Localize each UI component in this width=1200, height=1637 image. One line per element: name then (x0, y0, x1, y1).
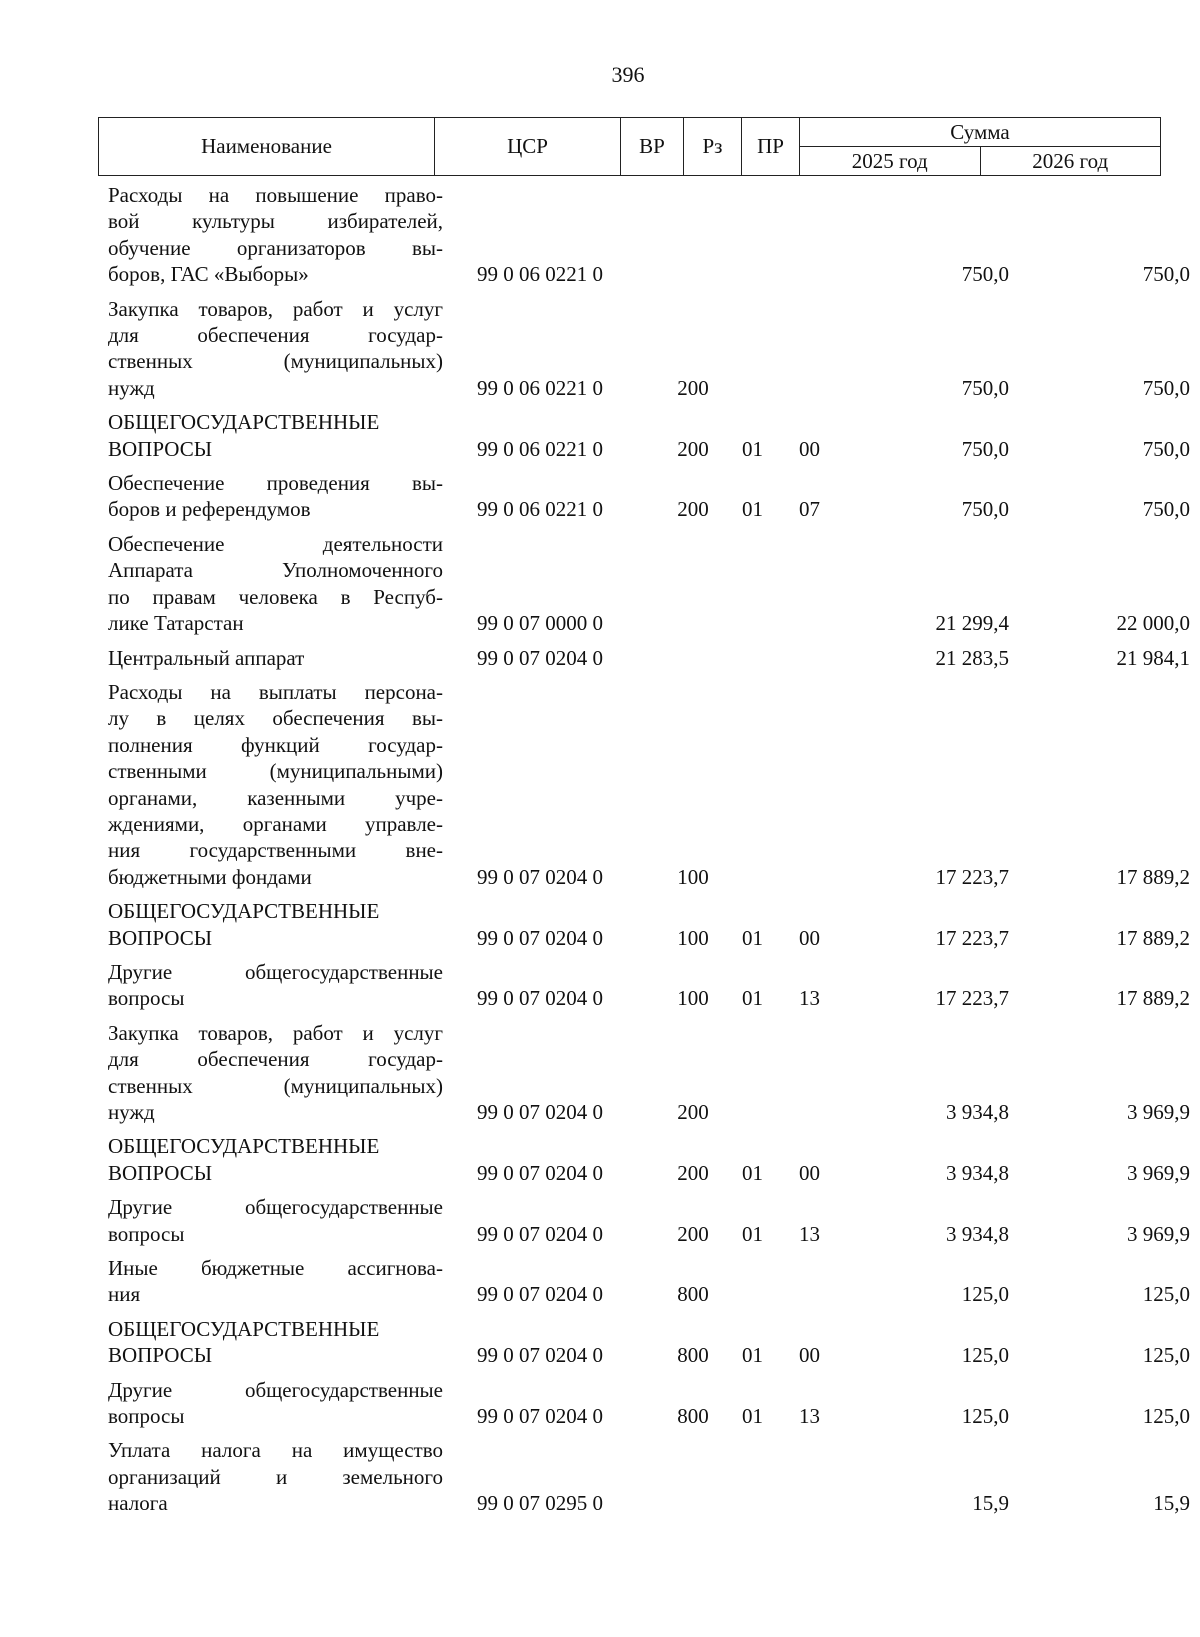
row-name-line: для обеспечения государ- (108, 1047, 443, 1072)
row-name-line: Другие общегосударственные (108, 1377, 443, 1402)
row-name-line: вопросы (108, 1404, 185, 1429)
row-sum-2025: 3 934,8 (946, 1100, 1009, 1124)
row-sum-2026: 21 984,1 (1116, 645, 1190, 670)
header-name: Наименование (99, 118, 435, 176)
row-name-line: нужд (108, 375, 155, 400)
table-header (98, 117, 1161, 176)
row-vr: 200 (677, 497, 709, 522)
table-row (98, 527, 1200, 641)
row-pr (781, 1016, 838, 1130)
row-rz: 01 (742, 1404, 763, 1429)
row-csr: 99 0 06 0221 0 (477, 436, 603, 461)
row-name (98, 675, 457, 894)
row-csr: 99 0 06 0221 0 (477, 262, 603, 287)
row-rz: 01 (742, 497, 763, 522)
row-csr: 99 0 07 0204 0 (477, 1160, 603, 1185)
row-name-line: ственных (муниципальных) (108, 1073, 443, 1098)
row-name-line: ОБЩЕГОСУДАРСТВЕННЫЕ (108, 410, 380, 435)
row-csr: 99 0 07 0295 0 (477, 1491, 603, 1516)
row-rz (724, 1433, 781, 1520)
row-name-line: Обеспечение деятельности (108, 531, 443, 556)
row-csr: 99 0 06 0221 0 (477, 497, 603, 522)
row-vr: 800 (677, 1343, 709, 1368)
row-vr: 200 (677, 375, 709, 400)
row-rz (724, 1251, 781, 1312)
row-name-line: ждениями, органами управле- (108, 811, 443, 836)
row-name (98, 1251, 457, 1312)
table-row (98, 178, 1200, 292)
row-pr (781, 641, 838, 675)
table-row (98, 466, 1200, 527)
row-sum-2025: 125,0 (961, 1404, 1009, 1429)
row-name (98, 405, 457, 466)
row-name (98, 1190, 457, 1251)
row-name-line: ОБЩЕГОСУДАРСТВЕННЫЕ (108, 1134, 380, 1159)
row-name-line: ния государственными вне- (108, 838, 443, 863)
row-name-line: нужд (108, 1100, 155, 1124)
row-name-line: Обеспечение проведения вы- (108, 471, 443, 496)
row-name-line: Аппарата Уполномоченного (108, 558, 443, 583)
row-name-line: полнения функций государ- (108, 732, 443, 757)
table-row (98, 641, 1200, 675)
row-vr: 800 (677, 1282, 709, 1307)
row-name (98, 1312, 457, 1373)
row-sum-2025: 3 934,8 (946, 1160, 1009, 1185)
table-row (98, 1129, 1200, 1190)
row-sum-2026: 750,0 (1142, 497, 1190, 522)
row-csr: 99 0 07 0204 0 (477, 986, 603, 1011)
row-name-line: Расходы на выплаты персона- (108, 679, 443, 704)
row-sum-2025: 750,0 (961, 497, 1009, 522)
row-sum-2025: 21 299,4 (935, 611, 1009, 636)
row-csr: 99 0 06 0221 0 (477, 375, 603, 400)
row-name-line: вопросы (108, 986, 185, 1011)
row-name-line: лу в целях обеспечения вы- (108, 706, 443, 731)
row-rz (724, 178, 781, 292)
row-sum-2026: 22 000,0 (1116, 611, 1190, 636)
row-name (98, 178, 457, 292)
row-sum-2025: 750,0 (961, 436, 1009, 461)
row-name-line: ственных (муниципальных) (108, 349, 443, 374)
table-row (98, 405, 1200, 466)
row-name-line: ния (108, 1282, 141, 1307)
row-sum-2026: 17 889,2 (1116, 925, 1190, 950)
row-rz: 01 (742, 1343, 763, 1368)
row-pr: 07 (799, 497, 820, 522)
row-pr: 13 (799, 986, 820, 1011)
row-vr (662, 1433, 724, 1520)
row-sum-2025: 17 223,7 (935, 925, 1009, 950)
row-sum-2026: 17 889,2 (1116, 864, 1190, 889)
row-name (98, 466, 457, 527)
row-name (98, 955, 457, 1016)
row-sum-2025: 17 223,7 (935, 864, 1009, 889)
row-sum-2026: 17 889,2 (1116, 986, 1190, 1011)
row-pr (781, 1433, 838, 1520)
row-rz: 01 (742, 986, 763, 1011)
row-name-line: лике Татарстан (108, 611, 244, 636)
row-name-line: вопросы (108, 1221, 185, 1246)
table-row (98, 1433, 1200, 1520)
row-sum-2026: 3 969,9 (1127, 1100, 1190, 1124)
row-sum-2026: 125,0 (1142, 1282, 1190, 1307)
row-name-line: Иные бюджетные ассигнова- (108, 1256, 443, 1281)
row-name-line: налога (108, 1491, 168, 1516)
header-csr: ЦСР (435, 118, 621, 176)
row-name-line: Закупка товаров, работ и услуг (108, 1020, 443, 1045)
row-name (98, 894, 457, 955)
row-rz: 01 (742, 436, 763, 461)
row-rz (724, 527, 781, 641)
header-pr: ПР (742, 118, 800, 176)
table-row (98, 894, 1200, 955)
row-vr (662, 527, 724, 641)
row-vr: 100 (677, 925, 709, 950)
row-name-line: ОБЩЕГОСУДАРСТВЕННЫЕ (108, 1316, 380, 1341)
row-sum-2026: 3 969,9 (1127, 1221, 1190, 1246)
row-rz (724, 675, 781, 894)
row-vr: 200 (677, 1100, 709, 1124)
row-pr (781, 292, 838, 406)
row-vr: 200 (677, 436, 709, 461)
row-vr (662, 641, 724, 675)
row-rz: 01 (742, 1160, 763, 1185)
row-csr: 99 0 07 0204 0 (477, 1343, 603, 1368)
row-name-line: ОБЩЕГОСУДАРСТВЕННЫЕ (108, 899, 380, 924)
row-name (98, 1373, 457, 1434)
budget-table (98, 178, 1200, 1521)
row-vr: 800 (677, 1404, 709, 1429)
row-csr: 99 0 07 0204 0 (477, 645, 603, 670)
row-sum-2025: 17 223,7 (935, 986, 1009, 1011)
row-csr: 99 0 07 0204 0 (477, 864, 603, 889)
row-name-line: для обеспечения государ- (108, 323, 443, 348)
row-name-line: по правам человека в Респуб- (108, 584, 443, 609)
row-csr: 99 0 07 0204 0 (477, 1282, 603, 1307)
row-csr: 99 0 07 0204 0 (477, 1404, 603, 1429)
row-name-line: вой культуры избирателей, (108, 209, 443, 234)
header-sum: Сумма (800, 118, 1161, 147)
row-name-line: Расходы на повышение право- (108, 183, 443, 207)
row-sum-2025: 125,0 (961, 1343, 1009, 1368)
row-pr (781, 527, 838, 641)
row-sum-2025: 21 283,5 (935, 645, 1009, 670)
row-name-line: боров, ГАС «Выборы» (108, 262, 309, 287)
row-name (98, 292, 457, 406)
header-year-2026: 2026 год (980, 147, 1161, 176)
row-sum-2026: 3 969,9 (1127, 1160, 1190, 1185)
row-name-line: организаций и земельного (108, 1464, 443, 1489)
row-sum-2026: 750,0 (1142, 375, 1190, 400)
header-vr: ВР (621, 118, 684, 176)
row-sum-2025: 15,9 (972, 1491, 1009, 1516)
row-sum-2026: 125,0 (1142, 1404, 1190, 1429)
table-row (98, 955, 1200, 1016)
row-name (98, 1016, 457, 1130)
row-name-line: ВОПРОСЫ (108, 436, 213, 461)
row-pr (781, 178, 838, 292)
row-name-line: ВОПРОСЫ (108, 925, 213, 950)
header-rz: Рз (684, 118, 742, 176)
row-sum-2025: 750,0 (961, 262, 1009, 287)
row-name (98, 527, 457, 641)
row-name-line: ственными (муниципальными) (108, 759, 443, 784)
row-name-line: органами, казенными учре- (108, 785, 443, 810)
row-pr: 13 (799, 1221, 820, 1246)
page-number: 396 (611, 62, 645, 87)
row-vr (662, 178, 724, 292)
row-pr: 00 (799, 436, 820, 461)
row-pr (781, 675, 838, 894)
row-name (98, 641, 457, 675)
row-name-line: Другие общегосударственные (108, 959, 443, 984)
row-sum-2026: 750,0 (1142, 262, 1190, 287)
row-name-line: ВОПРОСЫ (108, 1160, 213, 1185)
row-sum-2026: 125,0 (1142, 1343, 1190, 1368)
row-name-line: Уплата налога на имущество (108, 1438, 443, 1463)
row-vr: 200 (677, 1160, 709, 1185)
table-row (98, 1312, 1200, 1373)
row-vr: 100 (677, 864, 709, 889)
table-row (98, 1016, 1200, 1130)
row-csr: 99 0 07 0204 0 (477, 925, 603, 950)
row-vr: 200 (677, 1221, 709, 1246)
table-row (98, 1251, 1200, 1312)
row-name (98, 1433, 457, 1520)
row-rz (724, 1016, 781, 1130)
row-pr: 00 (799, 1160, 820, 1185)
row-rz: 01 (742, 925, 763, 950)
row-rz (724, 641, 781, 675)
row-name (98, 1129, 457, 1190)
row-name-line: бюджетными фондами (108, 864, 312, 889)
row-name-line: ВОПРОСЫ (108, 1343, 213, 1368)
table-row (98, 675, 1200, 894)
row-sum-2026: 15,9 (1153, 1491, 1190, 1516)
row-name-line: боров и референдумов (108, 497, 311, 522)
row-sum-2025: 750,0 (961, 375, 1009, 400)
row-sum-2026: 750,0 (1142, 436, 1190, 461)
row-csr: 99 0 07 0000 0 (477, 611, 603, 636)
row-name-line: Центральный аппарат (108, 645, 305, 670)
row-pr: 00 (799, 1343, 820, 1368)
row-csr: 99 0 07 0204 0 (477, 1100, 603, 1124)
row-pr: 00 (799, 925, 820, 950)
row-sum-2025: 3 934,8 (946, 1221, 1009, 1246)
row-csr: 99 0 07 0204 0 (477, 1221, 603, 1246)
row-pr: 13 (799, 1404, 820, 1429)
row-vr: 100 (677, 986, 709, 1011)
row-sum-2025: 125,0 (961, 1282, 1009, 1307)
row-rz (724, 292, 781, 406)
row-pr (781, 1251, 838, 1312)
header-year-2025: 2025 год (800, 147, 981, 176)
table-row (98, 292, 1200, 406)
row-name-line: обучение организаторов вы- (108, 235, 443, 260)
table-row (98, 1373, 1200, 1434)
row-rz: 01 (742, 1221, 763, 1246)
row-name-line: Другие общегосударственные (108, 1195, 443, 1220)
table-row (98, 1190, 1200, 1251)
row-name-line: Закупка товаров, работ и услуг (108, 296, 443, 321)
